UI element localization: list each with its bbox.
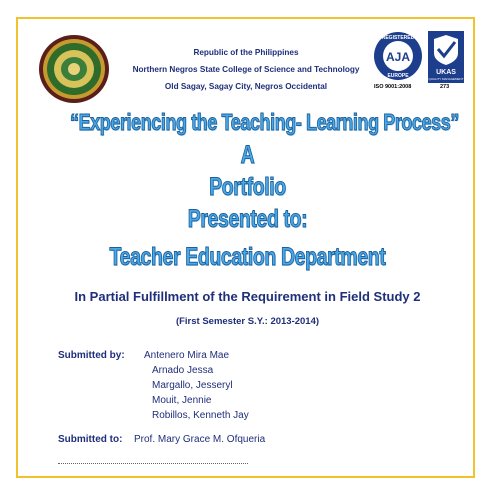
iso-certification-label: ISO 9001:2008	[374, 84, 412, 90]
submitted-by-names	[144, 350, 249, 425]
student-name: Margallo, Jesseryl	[152, 380, 233, 391]
submitted-to-name: Prof. Mary Grace M. Ofqueria	[134, 434, 266, 445]
school-header	[116, 44, 376, 95]
semester-label: (First Semester S.Y.: 2013-2014)	[175, 316, 320, 327]
portfolio-title-line2: A	[240, 141, 255, 169]
college-seal-logo	[38, 33, 110, 105]
student-name: Mouit, Jennie	[152, 395, 212, 406]
aja-top-text: REGISTERED	[381, 35, 415, 41]
student-name: Arnado Jessa	[152, 365, 214, 376]
fulfillment-statement: In Partial Fulfillment of the Requirement in Field Study 2	[74, 289, 421, 304]
ukas-number: 273	[440, 84, 450, 90]
portfolio-title-line4: Presented to:	[187, 205, 308, 233]
signature-line	[58, 463, 248, 464]
student-name: Antenero Mira Mae	[144, 350, 230, 361]
submitted-by-label: Submitted by:	[58, 350, 125, 361]
ukas-sub-text: QUALITY MANAGEMENT	[428, 77, 464, 81]
header-college-name: Northern Negros State College of Science and Technology	[132, 65, 360, 74]
header-republic: Republic of the Philippines	[193, 48, 299, 57]
ukas-text: UKAS	[436, 69, 456, 76]
aja-bottom-text: EUROPE	[387, 73, 409, 79]
header-address: Old Sagay, Sagay City, Negros Occidental	[164, 82, 328, 91]
portfolio-title-line1: “Experiencing the Teaching- Learning Process”	[70, 109, 459, 135]
portfolio-title-line5: Teacher Education Department	[109, 243, 386, 271]
portfolio-title-line3: Portfolio	[209, 173, 286, 201]
aja-text: AJA	[385, 50, 411, 64]
student-name: Robillos, Kenneth Jay	[152, 410, 249, 421]
aja-registered-logo	[373, 30, 423, 82]
ukas-logo	[428, 31, 464, 91]
submitted-to-label: Submitted to:	[58, 434, 123, 445]
